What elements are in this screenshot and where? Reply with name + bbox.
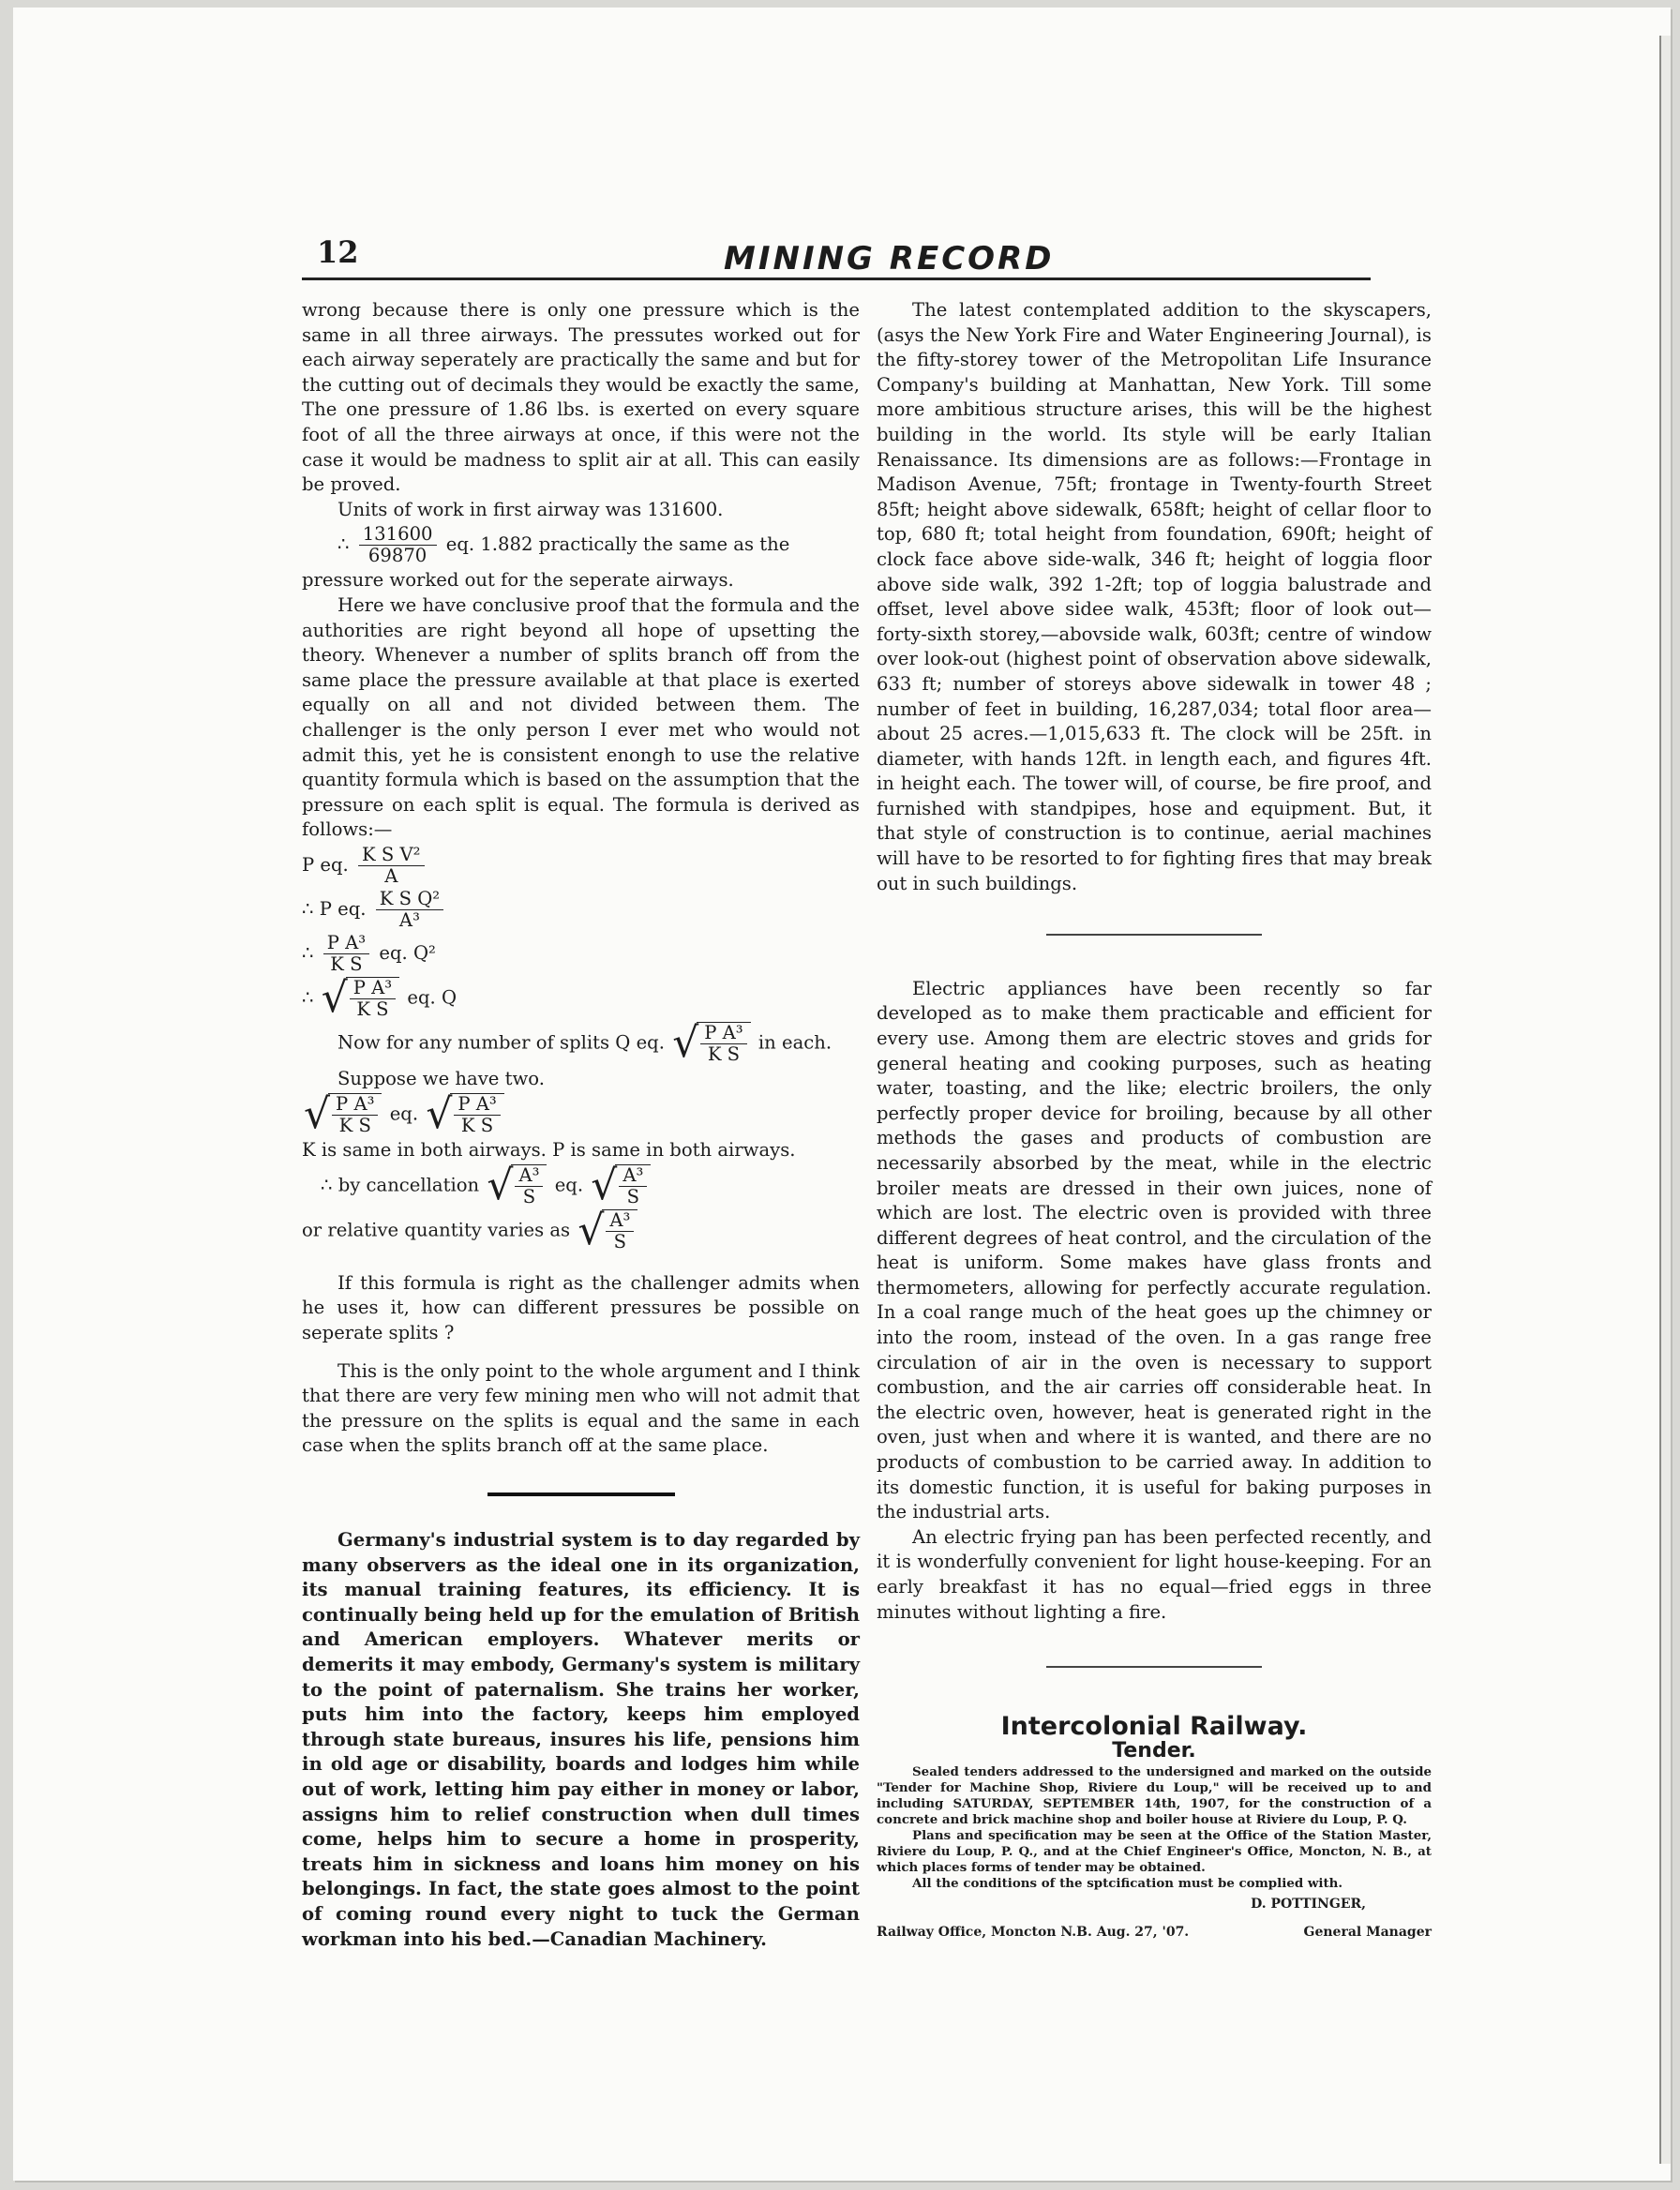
formula-5: Now for any number of splits Q eq. √ $\frac{\text{P A³}}{\text{K S}}$ in each. — [338, 1018, 832, 1067]
railway-tender-advert — [877, 1711, 1432, 1945]
section-divider — [488, 1492, 675, 1496]
ratio-fraction: $\frac{131600}{69870}$ — [359, 524, 437, 566]
only-point-paragraph: This is the only point to the whole argument and I think that there are very few mining men who will not admit that the pressure on the splits is equal and the same in each case when the splits branch off at the same place. — [302, 1359, 860, 1457]
units-of-work-line: Units of work in first airway was 131600. — [338, 498, 724, 520]
right-column — [877, 298, 1432, 1945]
formula-6: Suppose we have two. — [338, 1067, 545, 1089]
advert-office: Railway Office, Moncton N.B. Aug. 27, '07. — [877, 1925, 1190, 1941]
formula-2: ∴ P eq. $\frac{\text{K S Q²}}{\text{A³}}$ — [302, 889, 860, 931]
frying-pan-paragraph: An electric frying pan has been perfected recently, and it is wonderfully convenient for light house-keeping. For an early breakfast it has no equal—fried eggs in three minutes without lighting a fire. — [877, 1525, 1432, 1623]
formula-8: K is same in both airways. P is same in both airways. — [302, 1138, 796, 1161]
journal-title: MINING RECORD — [724, 240, 1055, 278]
advert-footer — [877, 1920, 1432, 1945]
ratio-line: ∴ $\frac{131600}{69870}$ eq. 1.882 practically the same as the — [338, 523, 790, 567]
electric-appliances-article: Electric appliances have been recently so far developed as to make them practicable and efficient for every use. Among them are electric stoves and grids for general heating and cooking purposes, such as heating water, toasting, and the like; electric broilers, the only perfectly proper device for broiling, because by all other methods the gases and products of combustion are necessarily absorbed by the meat, while in the electric broiler meats are dressed in their own juices, none of which are lost. The electric oven is provided with three different degrees of heat control, and the circulation of the heat is uniform. Some makes have glass fronts and thermometers, allowing for perfectly accurate regulation. In a coal range much of the heat goes up the chimney or into the room, instead of the oven. In a gas range free circulation of air in the oven is necessary to support combustion, and the air carries off considerable heat. In the electric oven, however, heat is generated right in the oven, just when and where it is wanted, and there are no products of combustion to be carried away. In addition to its domestic function, it is useful for baking purposes in the industrial arts. — [877, 977, 1432, 1523]
formula-7: √ $\frac{\text{P A³}}{\text{K S}}$ eq. √ $\frac{\text{P A³}}{\text{K S}}$ — [302, 1093, 860, 1136]
advert-subtitle: Tender. — [1112, 1739, 1196, 1763]
section-divider — [1046, 1666, 1262, 1668]
advert-position: General Manager — [1303, 1925, 1432, 1941]
left-column — [302, 298, 860, 1952]
formula-9: ∴ by cancellation √ $\frac{\text{A³}}{S}$ eq. √ $\frac{\text{A³}}{S}$ — [321, 1164, 860, 1208]
germany-article: Germany's industrial system is to day regarded by many observers as the ideal one in its organization, its manual training features, its efficiency. It is continually being held up for the emulation of British and American employers. Whatever merits or demerits it may embody, Germany's system is military to the point of paternalism. She trains her worker, puts him into the factory, keeps him employed through state bureaus, insures his life, pensions him in old age or disability, boards and lodges him while out of work, letting him pay either in money or labor, assigns him to relief construction when dull times come, helps him to secure a home in prosperity, treats him in sickness and loans him money on his belongings. In fact, the state goes almost to the point of coming round every night to tuck the German workman into his bed.—Canadian Machinery. — [302, 1529, 860, 1950]
advert-title: Intercolonial Railway. — [1000, 1711, 1308, 1741]
formula-4: ∴ √ $\frac{\text{P A³}}{\text{K S}}$ eq. Q — [302, 973, 458, 1022]
pressure-line: pressure worked out for the seperate airways. — [302, 569, 734, 592]
page-header — [302, 234, 1371, 280]
challenger-paragraph: If this formula is right as the challenger admits when he uses it, how can different pressures be possible on seperate splits ? — [302, 1271, 860, 1344]
formula-3: ∴ $\frac{\text{P A³}}{\text{K S}}$ eq. Q² — [302, 931, 436, 975]
page-number: 12 — [317, 234, 359, 270]
conclusive-proof-paragraph: Here we have conclusive proof that the formula and the authorities are right beyond all hope of upsetting the theory. Whenever a number of splits branch off from the same place the pressure available at that place is exerted equally on all and not divided between them. The challenger is the only person I ever met who would not admit this, yet he is consistent enongh to use the relative quantity formula which is based on the assumption that the pressure on each split is equal. The formula is derived as follows:— — [302, 593, 860, 841]
section-divider — [1046, 934, 1262, 936]
page-edge — [1659, 36, 1671, 2164]
article-ventilation-continued: wrong because there is only one pressure which is the same in all three airways. The pressutes worked out for each airway seperately are practically the same and but for the cutting out of decimals they would be exactly the same, The one pressure of 1.86 lbs. is exerted on every square foot of all the three airways at once, if this were not the case it would be madness to split air at all. This can easily be proved. — [302, 299, 860, 496]
advert-signature: D. POTTINGER, — [1251, 1896, 1366, 1912]
formula-10: or relative quantity varies as √ $\frac{\text{A³}}{S}$ — [302, 1209, 860, 1252]
skyscraper-article: The latest contemplated addition to the skyscapers, (asys the New York Fire and Water Engineering Journal), is the fifty-storey tower of the Metropolitan Life Insurance Company's building at Manhattan, New York. Till some more ambitious structure arises, this will be the highest building in the world. Its style will be early Italian Renaissance. Its dimensions are as follows:—Frontage in Madison Avenue, 75ft; frontage in Twenty-fourth Street 85ft; height above sidewalk, 658ft; height of cellar floor to top, 680 ft; total height from foundation, 690ft; height of clock face above side-walk, 346 ft; height of loggia floor above side walk, 392 1-2ft; top of loggia balustrade and offset, level above sidee walk, 453ft; floor of look out—forty-sixth storey,—abovside walk, 603ft; centre of window over look-out (highest point of observation above sidewalk, 633 ft; number of storeys above sidewalk in tower 48 ; number of feet in building, 16,287,034; total floor area—about 25 acres.—1,015,633 ft. The clock will be 25ft. in diameter, with hands 12ft. in length each, and figures 4ft. in height each. The tower will, of course, be fire proof, and furnished with standpipes, hose and equipment. But, it that style of construction is to continue, aerial machines will have to be resorted to for fighting fires that may break out in such buildings. — [877, 299, 1432, 894]
formula-1: P eq. $\frac{\text{K S V²}}{A}$ — [302, 845, 860, 887]
advert-body: Sealed tenders addressed to the undersigned and marked on the outside "Tender for Machine Shop, Riviere du Loup," will be received up to and including SATURDAY, SEPTEMBER 14th, 1907, for the construction of a concrete and brick machine shop and boiler house at Riviere du Loup, P. Q. Plans and specification may be seen at the Office of the Station Master, Riviere du Loup, P. Q., and at the Chief Engineer's Office, Moncton, N. B., at which places forms of tender may be obtained. All the conditions of the sptcification must be complied with. — [877, 1763, 1432, 1891]
